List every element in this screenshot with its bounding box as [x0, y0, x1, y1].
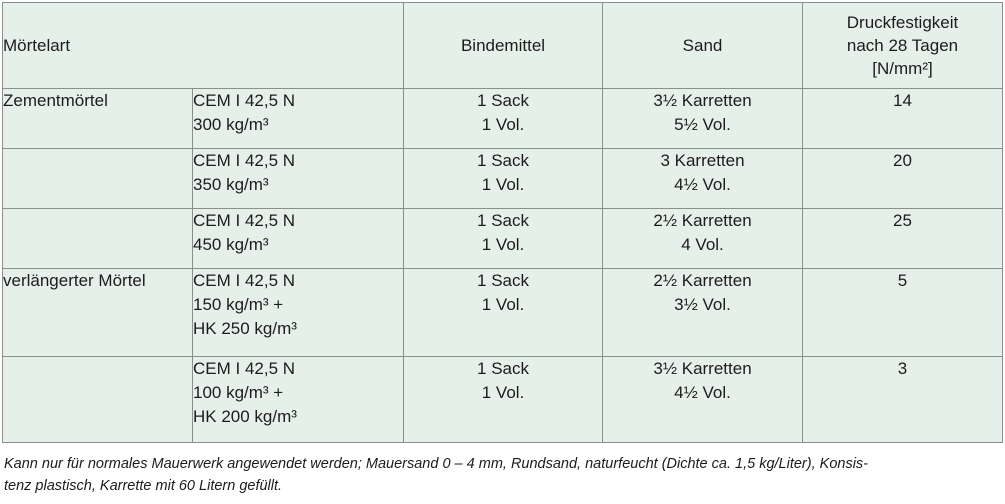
cell-bindemittel	[404, 149, 603, 209]
bindemittel-line: 1 Sack	[477, 151, 529, 170]
type-line: CEM I 42,5 N	[193, 91, 296, 110]
cell-mortar-type	[193, 357, 404, 443]
bindemittel-line: 1 Sack	[477, 91, 529, 110]
sand-line: 3½ Karretten	[653, 91, 752, 110]
cell-bindemittel	[404, 269, 603, 357]
table-header-row	[3, 3, 1003, 89]
header-druck-line-3: [N/mm²]	[872, 59, 933, 78]
cell-group	[3, 209, 193, 269]
table-row	[3, 209, 1003, 269]
header-moertelart: Mörtelart	[3, 3, 404, 89]
table-row	[3, 89, 1003, 149]
sand-line: 5½ Vol.	[674, 115, 731, 134]
sand-line: 2½ Karretten	[653, 271, 752, 290]
type-line: 300 kg/m³	[193, 115, 269, 134]
cell-druckfestigkeit: 5	[803, 269, 1003, 357]
footnote-line: Kann nur für normales Mauerwerk angewendet werden; Mauersand 0 – 4 mm, Rundsand, naturfeucht (Dichte ca. 1,5 kg/Liter), Konsis-	[4, 456, 868, 472]
cell-mortar-type	[193, 269, 404, 357]
cell-mortar-type	[193, 89, 404, 149]
header-druckfestigkeit	[803, 3, 1003, 89]
type-line: CEM I 42,5 N	[193, 271, 296, 290]
header-sand: Sand	[603, 3, 803, 89]
table-row	[3, 149, 1003, 209]
bindemittel-line: 1 Vol.	[481, 383, 525, 402]
bindemittel-line: 1 Vol.	[481, 235, 525, 254]
sand-line: 4 Vol.	[681, 235, 724, 254]
cell-group: verlängerter Mörtel	[3, 269, 193, 357]
mortar-table-container	[2, 2, 1002, 443]
cell-druckfestigkeit: 25	[803, 209, 1003, 269]
cell-druckfestigkeit: 20	[803, 149, 1003, 209]
bindemittel-line: 1 Vol.	[481, 115, 525, 134]
type-line: 150 kg/m³ +	[193, 295, 284, 314]
cell-druckfestigkeit: 3	[803, 357, 1003, 443]
type-line: HK 250 kg/m³	[193, 319, 297, 338]
type-line: 350 kg/m³	[193, 175, 269, 194]
sand-line: 4½ Vol.	[674, 383, 731, 402]
cell-sand	[603, 149, 803, 209]
sand-line: 3½ Vol.	[674, 295, 731, 314]
sand-line: 2½ Karretten	[653, 211, 752, 230]
cell-group	[3, 149, 193, 209]
type-line: 100 kg/m³ +	[193, 383, 284, 402]
footnote-line: tenz plastisch, Karrette mit 60 Litern gefüllt.	[4, 478, 283, 494]
type-line: 450 kg/m³	[193, 235, 269, 254]
type-line: CEM I 42,5 N	[193, 359, 296, 378]
cell-sand	[603, 89, 803, 149]
bindemittel-line: 1 Vol.	[481, 175, 525, 194]
bindemittel-line: 1 Sack	[477, 271, 529, 290]
bindemittel-line: 1 Sack	[477, 211, 529, 230]
type-line: HK 200 kg/m³	[193, 407, 297, 426]
mortar-table	[2, 2, 1003, 443]
bindemittel-line: 1 Vol.	[481, 295, 525, 314]
sand-line: 3 Karretten	[660, 151, 745, 170]
cell-bindemittel	[404, 357, 603, 443]
sand-line: 3½ Karretten	[653, 359, 752, 378]
header-druck-line-1: Druckfestigkeit	[846, 13, 959, 32]
cell-mortar-type	[193, 149, 404, 209]
type-line: CEM I 42,5 N	[193, 151, 296, 170]
header-bindemittel: Bindemittel	[404, 3, 603, 89]
type-line: CEM I 42,5 N	[193, 211, 296, 230]
bindemittel-line: 1 Sack	[477, 359, 529, 378]
cell-sand	[603, 357, 803, 443]
cell-mortar-type	[193, 209, 404, 269]
cell-bindemittel	[404, 89, 603, 149]
cell-group: Zementmörtel	[3, 89, 193, 149]
table-row	[3, 357, 1003, 443]
sand-line: 4½ Vol.	[674, 175, 731, 194]
cell-group	[3, 357, 193, 443]
cell-bindemittel	[404, 209, 603, 269]
cell-druckfestigkeit: 14	[803, 89, 1003, 149]
cell-sand	[603, 209, 803, 269]
header-druck-line-2: nach 28 Tagen	[846, 36, 959, 55]
footnote	[4, 453, 1000, 497]
table-row	[3, 269, 1003, 357]
cell-sand	[603, 269, 803, 357]
